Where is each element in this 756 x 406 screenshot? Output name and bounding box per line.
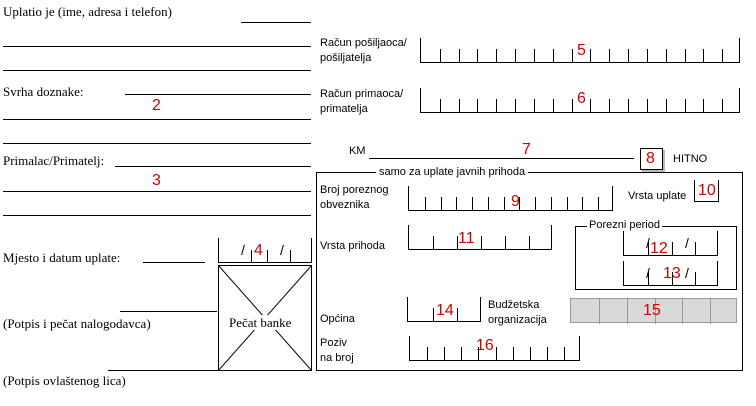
reference-cells-divider bbox=[427, 347, 428, 361]
recipient-account-cells-divider bbox=[515, 99, 516, 113]
reference-cells-divider bbox=[530, 347, 531, 361]
reference-cells-divider bbox=[461, 347, 462, 361]
reference-cells-divider bbox=[547, 347, 548, 361]
tax-period-to-slash-2: / bbox=[685, 265, 689, 281]
budget-org-cells-divider bbox=[627, 299, 628, 324]
date-slash-1: / bbox=[241, 242, 245, 258]
sender-account-cells-divider bbox=[590, 49, 591, 63]
recipient-account-cells-divider bbox=[496, 99, 497, 113]
date-cells[interactable] bbox=[218, 238, 312, 263]
field-marker-6: 6 bbox=[577, 90, 586, 107]
revenue-type-cells-divider bbox=[505, 236, 506, 250]
field-marker-9: 9 bbox=[511, 193, 520, 210]
field-marker-10: 10 bbox=[698, 182, 716, 199]
payer-line-0[interactable] bbox=[241, 22, 311, 23]
sender-account-cells-divider bbox=[647, 49, 648, 63]
recipient-account-cells-divider bbox=[572, 99, 573, 113]
payment-type-label: Vrsta uplate bbox=[628, 190, 687, 202]
field-marker-3: 3 bbox=[152, 172, 161, 189]
recipient-account-cells-divider bbox=[685, 99, 686, 113]
field-marker-15: 15 bbox=[643, 302, 661, 319]
recipient-account-cells-divider bbox=[722, 99, 723, 113]
budget-org-label: Budžetska organizacija bbox=[488, 299, 547, 326]
sender-account-cells-divider bbox=[534, 49, 535, 63]
municipality-cells-divider bbox=[457, 308, 458, 322]
urgent-label: HITNO bbox=[673, 153, 708, 165]
reference-cells[interactable] bbox=[409, 336, 580, 361]
tax-id-label: Broj poreznog obveznika bbox=[320, 184, 389, 211]
field-marker-5: 5 bbox=[577, 42, 586, 59]
tax-id-cells-divider bbox=[567, 197, 568, 211]
recipient-label: Primalac/Primatelj: bbox=[3, 153, 105, 168]
tax-period-from-cells[interactable] bbox=[623, 231, 718, 256]
tax-period-from-slash-2: / bbox=[685, 235, 689, 251]
tax-id-cells-divider bbox=[488, 197, 489, 211]
revenue-type-cells-divider bbox=[433, 236, 434, 250]
sender-account-cells-divider bbox=[703, 49, 704, 63]
revenue-type-label: Vrsta prihoda bbox=[320, 240, 386, 252]
sender-account-cells-divider bbox=[496, 49, 497, 63]
municipality-cells-divider bbox=[433, 308, 434, 322]
recipient-account-label: Račun primaoca/ primatelja bbox=[320, 88, 404, 115]
tax-id-cells-divider bbox=[551, 197, 552, 211]
field-marker-16: 16 bbox=[476, 337, 494, 354]
recipient-line-1[interactable] bbox=[3, 191, 311, 192]
sender-account-label: Račun pošiljaoca/ pošiljatelja bbox=[320, 37, 407, 64]
payer-signature-line[interactable] bbox=[120, 311, 217, 312]
recipient-account-cells-divider bbox=[628, 99, 629, 113]
place-date-line[interactable] bbox=[143, 262, 205, 263]
sender-account-cells-divider bbox=[609, 49, 610, 63]
tax-id-cells-divider bbox=[582, 197, 583, 211]
field-marker-13: 13 bbox=[663, 265, 681, 282]
payer-line-2[interactable] bbox=[3, 70, 311, 71]
reference-cells-divider bbox=[444, 347, 445, 361]
recipient-account-cells-divider bbox=[534, 99, 535, 113]
field-marker-14: 14 bbox=[436, 302, 454, 319]
tax-period-from-slash-1: / bbox=[646, 235, 650, 251]
reference-cells-divider bbox=[496, 347, 497, 361]
sender-account-cells-divider bbox=[477, 49, 478, 63]
place-date-label: Mjesto i datum uplate: bbox=[3, 250, 121, 265]
recipient-account-cells-divider bbox=[553, 99, 554, 113]
tax-id-cells-divider bbox=[441, 197, 442, 211]
revenue-type-cells-divider bbox=[529, 236, 530, 250]
recipient-account-cells-divider bbox=[703, 99, 704, 113]
tax-period-from-cells-divider bbox=[672, 242, 673, 256]
sender-account-cells-divider bbox=[685, 49, 686, 63]
tax-id-cells-divider bbox=[535, 197, 536, 211]
sender-account-cells-divider bbox=[553, 49, 554, 63]
revenue-type-cells[interactable] bbox=[408, 225, 552, 250]
purpose-line-2[interactable] bbox=[3, 143, 311, 144]
recipient-line-2[interactable] bbox=[3, 215, 311, 216]
authorized-signature-line[interactable] bbox=[108, 370, 218, 371]
purpose-line-0[interactable] bbox=[125, 94, 311, 95]
tax-id-cells-divider bbox=[425, 197, 426, 211]
recipient-account-cells-divider bbox=[477, 99, 478, 113]
date-slash-2: / bbox=[280, 242, 284, 258]
tax-period-to-cells-divider bbox=[695, 272, 696, 286]
authorized-signature-label: (Potpis ovlaštenog lica) bbox=[3, 373, 126, 388]
field-marker-8: 8 bbox=[646, 150, 655, 167]
field-marker-11: 11 bbox=[458, 230, 475, 247]
sender-account-cells-divider bbox=[666, 49, 667, 63]
reference-cells-divider bbox=[513, 347, 514, 361]
tax-id-cells-divider bbox=[504, 197, 505, 211]
recipient-account-cells-divider bbox=[609, 99, 610, 113]
municipality-label: Općina bbox=[320, 313, 355, 325]
reference-cells-divider bbox=[564, 347, 565, 361]
payer-signature-label: (Potpis i pečat nalogodavca) bbox=[3, 316, 151, 331]
sender-account-cells-divider bbox=[628, 49, 629, 63]
field-marker-12: 12 bbox=[650, 240, 668, 257]
field-marker-4: 4 bbox=[254, 242, 263, 259]
budget-org-cells-divider bbox=[599, 299, 600, 324]
budget-org-cells-divider bbox=[710, 299, 711, 324]
tax-id-cells-divider bbox=[456, 197, 457, 211]
budget-org-cells-divider bbox=[682, 299, 683, 324]
sender-account-cells-divider bbox=[572, 49, 573, 63]
tax-period-from-cells-divider bbox=[695, 242, 696, 256]
recipient-account-cells-divider bbox=[666, 99, 667, 113]
public-revenue-title: samo za uplate javnih prihoda bbox=[376, 166, 528, 179]
amount-line[interactable] bbox=[369, 158, 634, 159]
recipient-account-cells-divider bbox=[590, 99, 591, 113]
sender-account-cells-divider bbox=[459, 49, 460, 63]
currency-label: KM bbox=[349, 145, 366, 157]
field-marker-2: 2 bbox=[152, 97, 161, 114]
purpose-label: Svrha doznake: bbox=[3, 84, 84, 99]
revenue-type-cells-divider bbox=[481, 236, 482, 250]
payer-line-1[interactable] bbox=[3, 46, 311, 47]
recipient-account-cells-divider bbox=[647, 99, 648, 113]
tax-period-label: Porezni period bbox=[589, 219, 660, 231]
purpose-line-1[interactable] bbox=[3, 119, 311, 120]
sender-account-cells-divider bbox=[722, 49, 723, 63]
tax-id-cells-divider bbox=[472, 197, 473, 211]
recipient-line-0[interactable] bbox=[115, 166, 311, 167]
reference-label: Poziv na broj bbox=[320, 337, 354, 364]
recipient-account-cells-divider bbox=[440, 99, 441, 113]
tax-period-to-slash-1: / bbox=[646, 265, 650, 281]
tax-id-cells-divider bbox=[598, 197, 599, 211]
recipient-account-cells-divider bbox=[459, 99, 460, 113]
sender-account-cells-divider bbox=[515, 49, 516, 63]
sender-account-cells-divider bbox=[440, 49, 441, 63]
field-marker-7: 7 bbox=[522, 141, 531, 158]
bank-stamp-label: Pečat banke bbox=[229, 315, 292, 330]
payer-label: Uplatio je (ime, adresa i telefon) bbox=[3, 4, 172, 19]
